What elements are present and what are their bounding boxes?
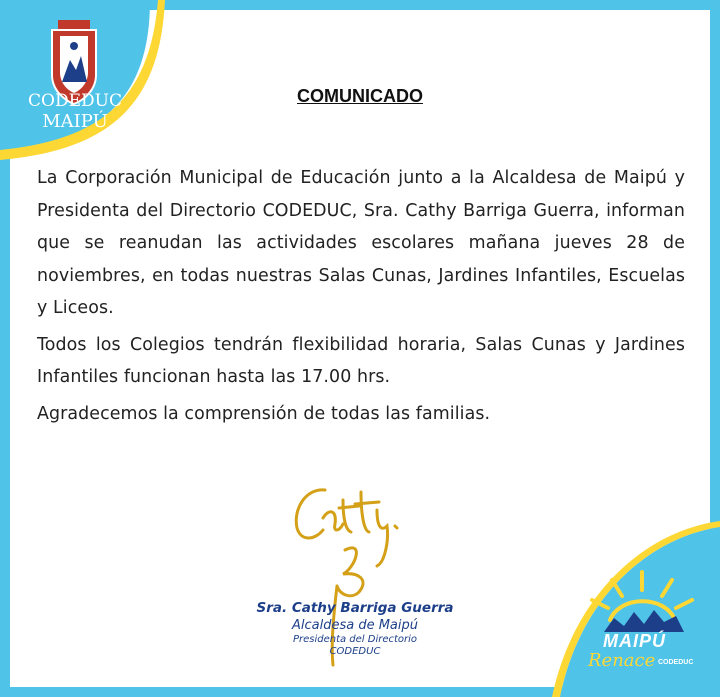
signer-detail-2: CODEDUC bbox=[329, 646, 381, 657]
communique-body bbox=[37, 162, 685, 434]
paragraph-1: La Corporación Municipal de Educación junto a la Alcaldesa de Maipú y Presidenta del Directorio CODEDUC, Sra. Cathy Barriga Guerra, informan que se reanudan las actividades escolares mañana jueves 28 de noviembres, en todas nuestras Salas Cunas, Jardines Infantiles, Escuelas y Liceos. bbox=[37, 168, 685, 318]
renace-wordmark: Renace bbox=[588, 650, 656, 671]
signer-name: Sra. Cathy Barriga Guerra bbox=[256, 600, 454, 616]
logo-text-codeduc: CODEDUC bbox=[28, 91, 122, 111]
paragraph-2: Todos los Colegios tendrán flexibilidad horaria, Salas Cunas y Jardines Infantiles funcionan hasta las 17.00 hrs. bbox=[37, 334, 685, 387]
logo-text-maipu: MAIPÚ bbox=[42, 111, 108, 132]
signer-role: Alcaldesa de Maipú bbox=[291, 618, 419, 633]
paragraph-3: Agradecemos la comprensión de todas las familias. bbox=[37, 403, 491, 424]
maipu-wordmark: MAIPÚ bbox=[603, 631, 666, 651]
signature-block bbox=[250, 600, 460, 658]
codeduc-small-label: CODEDUC bbox=[658, 659, 694, 666]
signer-detail-1: Presidenta del Directorio bbox=[292, 634, 418, 645]
page-title: COMUNICADO bbox=[297, 86, 423, 106]
